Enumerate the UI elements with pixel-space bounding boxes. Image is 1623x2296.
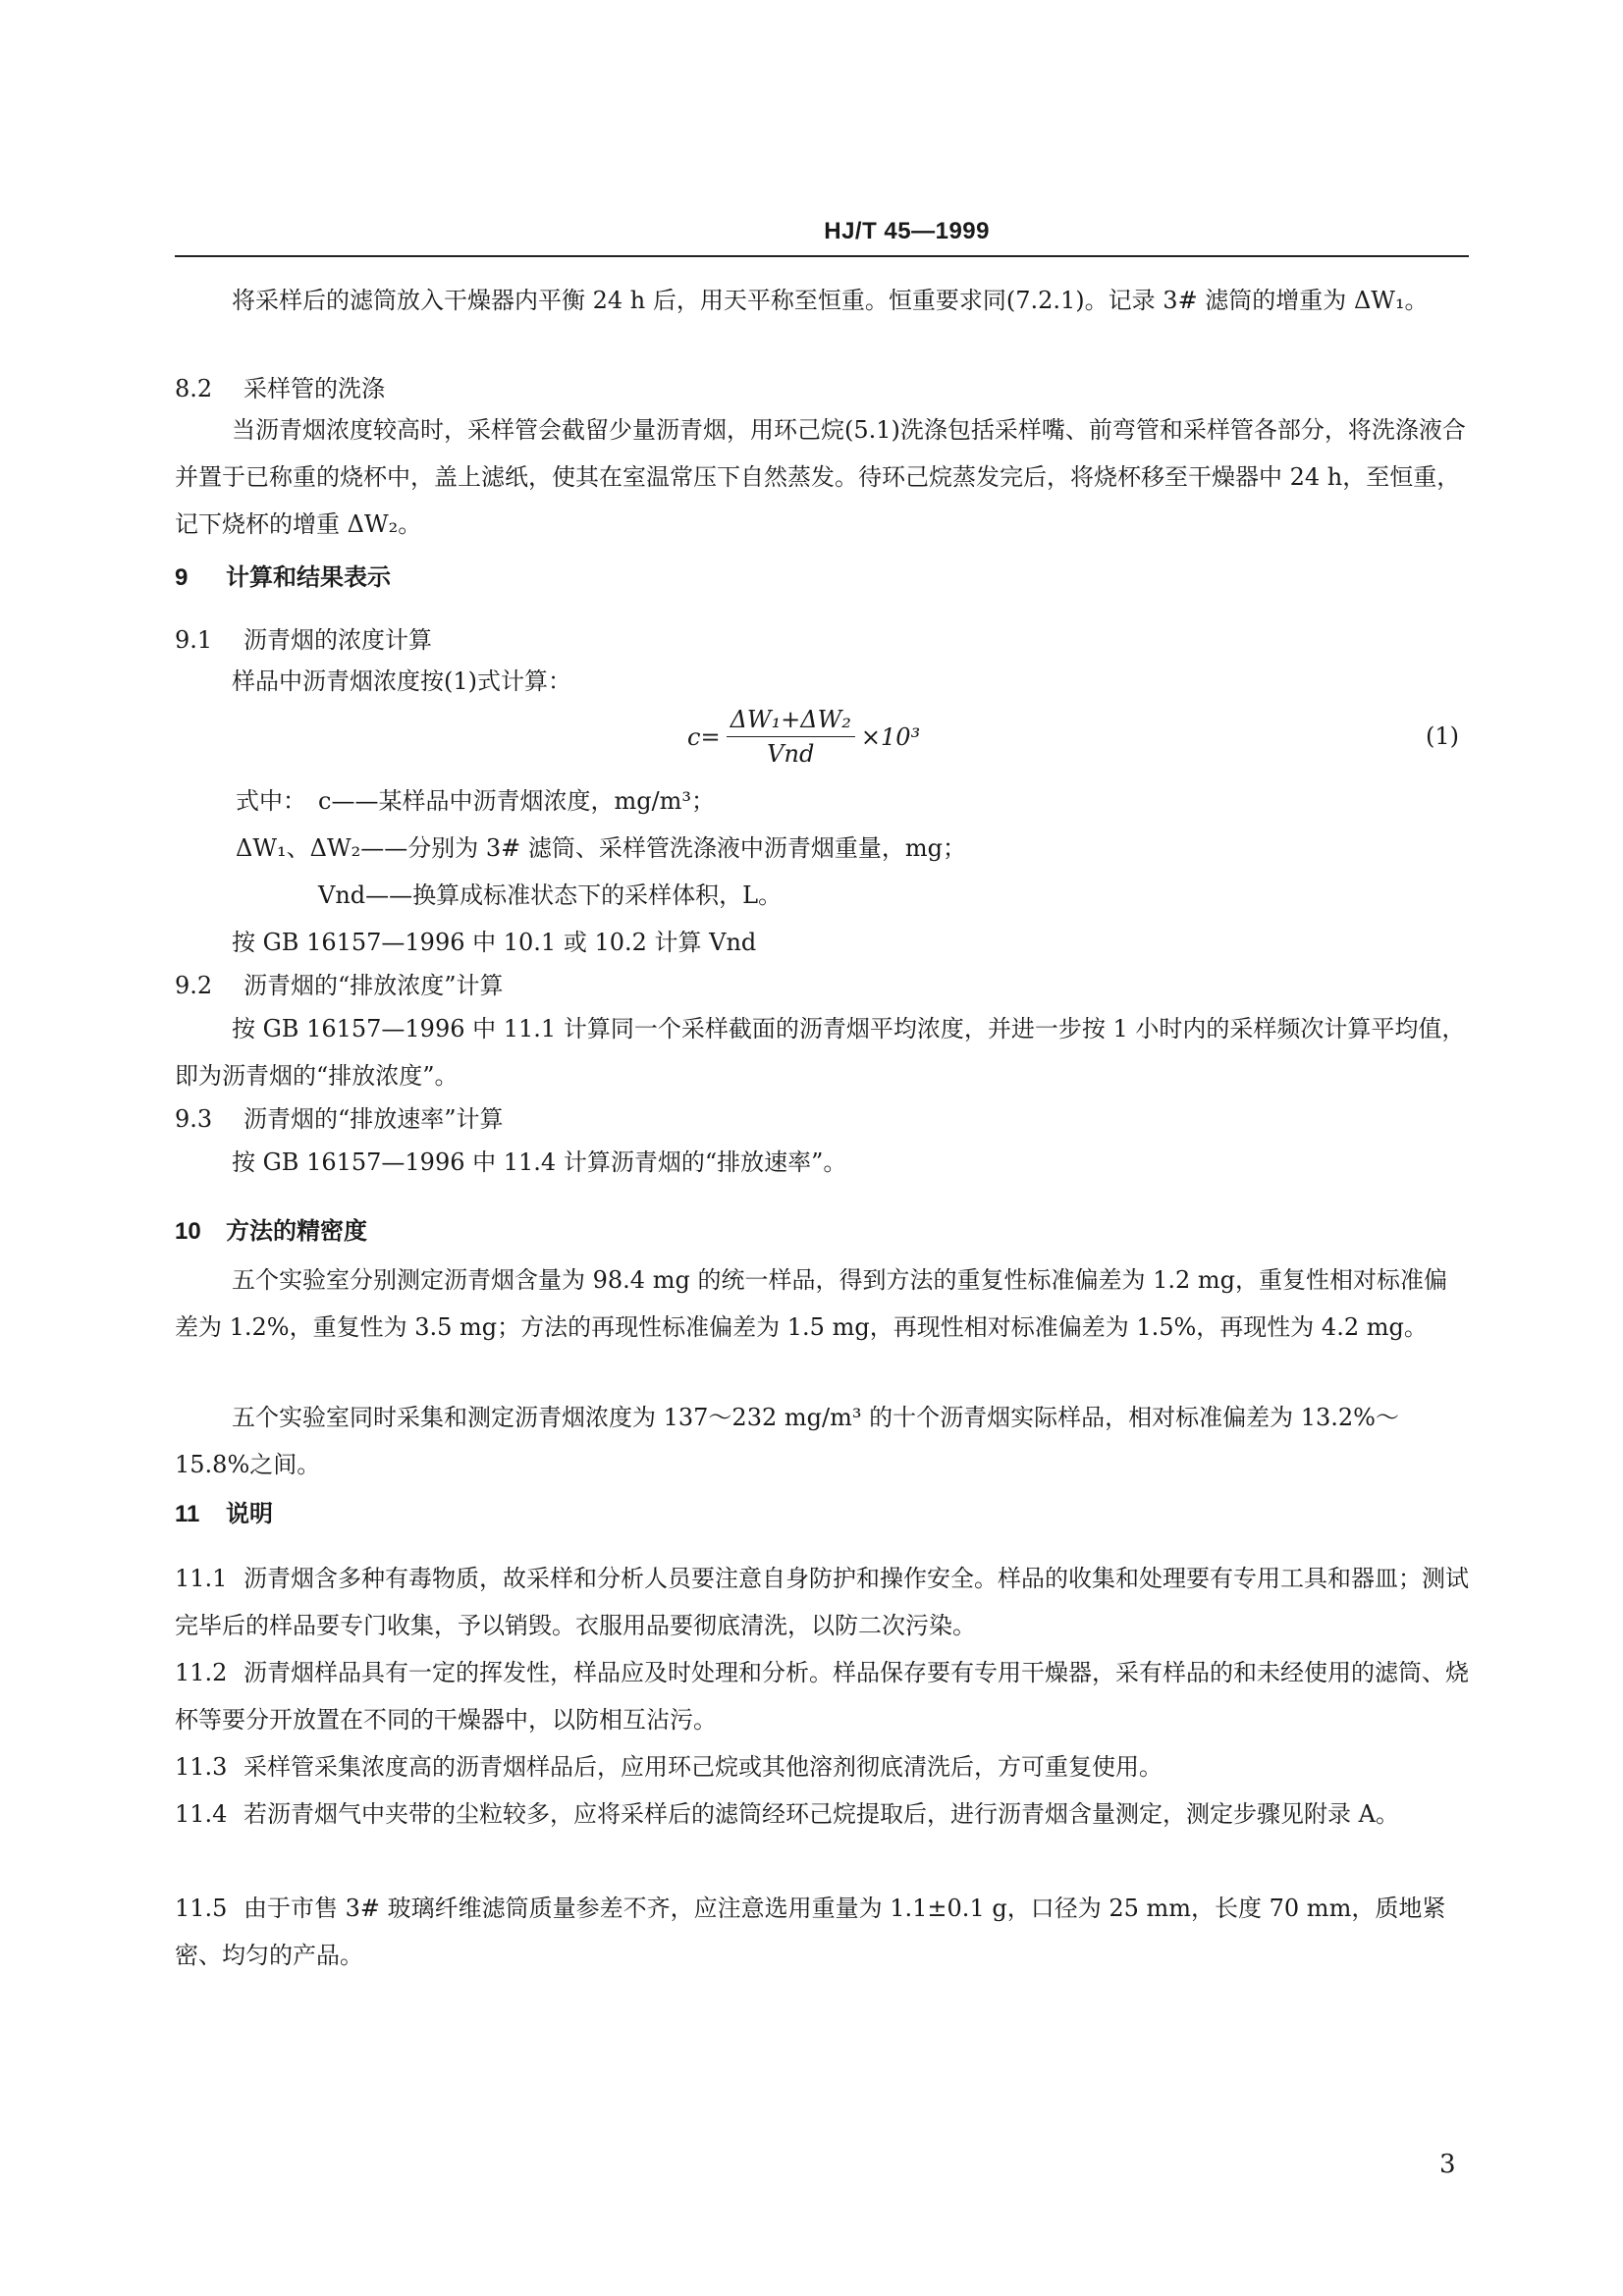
section-title: 计算和结果表示 [226, 564, 391, 591]
note-number: 11.2 [175, 1659, 228, 1686]
section-title: 说明 [226, 1501, 273, 1527]
equation-number: (1) [1426, 722, 1459, 750]
section-9-3-body: 按 GB 16157—1996 中 11.4 计算沥青烟的“排放速率”。 [232, 1148, 847, 1176]
section-number: 11 [175, 1501, 200, 1527]
section-title: 采样管的洗涤 [243, 375, 385, 402]
section-9-heading [175, 554, 1469, 602]
section-number: 9 [175, 564, 189, 591]
section-title: 沥青烟的浓度计算 [243, 626, 432, 654]
calc-note: 按 GB 16157—1996 中 10.1 或 10.2 计算 Vnd [232, 929, 757, 956]
note-11-5 [175, 1885, 1469, 1979]
formula-intro: 样品中沥青烟浓度按(1)式计算： [232, 667, 571, 695]
section-number: 10 [175, 1218, 201, 1245]
section-10-paragraph-1: 五个实验室分别测定沥青烟含量为 98.4 mg 的统一样品，得到方法的重复性标准偏差为 1.2 mg，重复性相对标准偏差为 1.2%，重复性为 3.5 mg；方法的再现性标准偏差为 1.5 mg，再现性相对标准偏差为 1.5%，再现性为 4.2 mg。 [175, 1266, 1447, 1341]
section-9-2-body: 按 GB 16157—1996 中 11.1 计算同一个采样截面的沥青烟平均浓度，并进一步按 1 小时内的采样频次计算平均值，即为沥青烟的“排放浓度”。 [175, 1015, 1466, 1090]
note-text: 采样管采集浓度高的沥青烟样品后，应用环己烷或其他溶剂彻底清洗后，方可重复使用。 [243, 1753, 1163, 1781]
section-11-heading [175, 1490, 1469, 1538]
formula-fraction [727, 705, 855, 769]
section-10-heading [175, 1207, 1469, 1255]
formula-lhs: c= [687, 722, 721, 751]
note-11-1 [175, 1555, 1469, 1649]
paragraph-8-1-tail: 将采样后的滤筒放入干燥器内平衡 24 h 后，用天平称至恒重。恒重要求同(7.2.1)。记录 3# 滤筒的增重为 ΔW₁。 [232, 287, 1429, 314]
section-9-3-heading [175, 1095, 1469, 1143]
section-8-2-heading [175, 365, 1469, 412]
note-text: 沥青烟样品具有一定的挥发性，样品应及时处理和分析。样品保存要有专用干燥器，采有样品的和未经使用的滤筒、烧杯等要分开放置在不同的干燥器中，以防相互沾污。 [175, 1659, 1469, 1734]
definition-vnd: Vnd——换算成标准状态下的采样体积，L。 [318, 881, 783, 909]
section-9-1-heading [175, 616, 1469, 664]
concentration-formula [687, 705, 920, 769]
section-number: 9.2 [175, 972, 213, 999]
note-number: 11.1 [175, 1565, 228, 1592]
standard-code: HJ/T 45—1999 [824, 218, 990, 244]
section-title: 方法的精密度 [226, 1218, 367, 1245]
definition-c: 式中： c——某样品中沥青烟浓度，mg/m³； [236, 787, 716, 815]
note-text: 由于市售 3# 玻璃纤维滤筒质量参差不齐，应注意选用重量为 1.1±0.1 g，口径为 25 mm，长度 70 mm，质地紧密、均匀的产品。 [175, 1895, 1446, 1969]
definition-delta-w: ΔW₁、ΔW₂——分别为 3# 滤筒、采样管洗涤液中沥青烟重量，mg； [236, 834, 966, 862]
note-text: 沥青烟含多种有毒物质，故采样和分析人员要注意自身防护和操作安全。样品的收集和处理要有专用工具和器皿；测试完毕后的样品要专门收集，予以销毁。衣服用品要彻底清洗，以防二次污染。 [175, 1565, 1469, 1639]
note-11-2 [175, 1649, 1469, 1743]
note-text: 若沥青烟气中夹带的尘粒较多，应将采样后的滤筒经环己烷提取后，进行沥青烟含量测定，测定步骤见附录 A。 [243, 1800, 1399, 1828]
page-header [175, 218, 1469, 265]
section-9-2-heading [175, 962, 1469, 1009]
note-number: 11.4 [175, 1800, 228, 1828]
formula-definitions [236, 777, 966, 919]
formula-numerator: ΔW₁+ΔW₂ [727, 705, 855, 737]
note-number: 11.5 [175, 1895, 228, 1922]
section-title: 沥青烟的“排放浓度”计算 [243, 972, 504, 999]
formula-denominator: Vnd [767, 740, 815, 768]
section-title: 沥青烟的“排放速率”计算 [243, 1105, 504, 1133]
header-rule [175, 255, 1469, 257]
section-8-2-body: 当沥青烟浓度较高时，采样管会截留少量沥青烟，用环己烷(5.1)洗涤包括采样嘴、前弯管和采样管各部分，将洗涤液合并置于已称重的烧杯中，盖上滤纸，使其在室温常压下自然蒸发。待环己烷蒸发完后，将烧杯移至干燥器中 24 h，至恒重，记下烧杯的增重 ΔW₂。 [175, 416, 1466, 538]
formula-factor: ×10³ [860, 722, 921, 751]
section-number: 9.1 [175, 626, 213, 654]
page-number: 3 [1439, 2150, 1456, 2179]
note-11-3 [175, 1743, 1469, 1790]
section-number: 8.2 [175, 375, 213, 402]
note-11-4 [175, 1790, 1469, 1838]
section-number: 9.3 [175, 1105, 213, 1133]
note-number: 11.3 [175, 1753, 228, 1781]
section-10-paragraph-2: 五个实验室同时采集和测定沥青烟浓度为 137～232 mg/m³ 的十个沥青烟实际样品，相对标准偏差为 13.2%～15.8%之间。 [175, 1404, 1399, 1478]
